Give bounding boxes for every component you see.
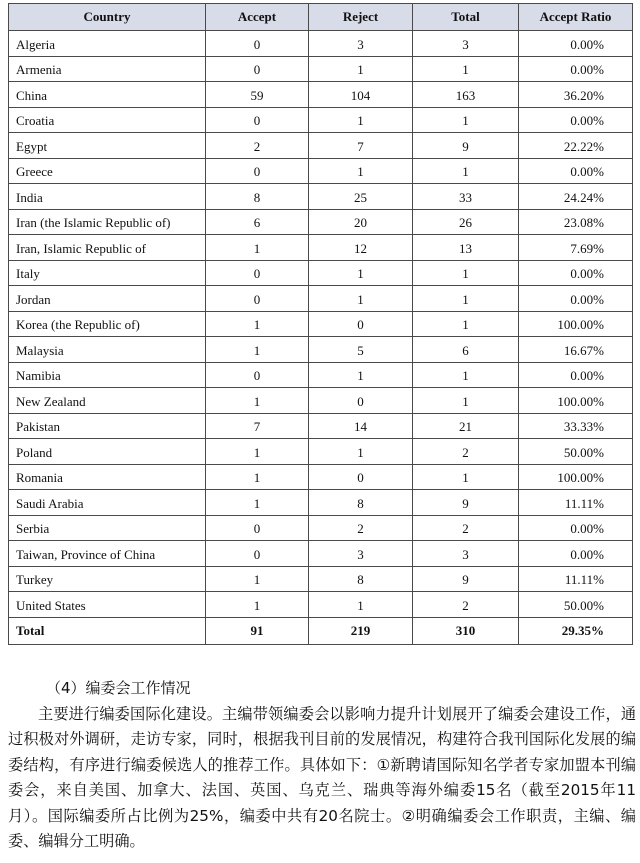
cell-accept: 1: [206, 490, 309, 516]
cell-accept: 0: [206, 158, 309, 184]
cell-country: India: [9, 184, 206, 210]
cell-accept: 0: [206, 56, 309, 82]
cell-accept-ratio: 36.20%: [519, 82, 633, 108]
cell-total: 1: [413, 260, 519, 286]
cell-reject: 3: [309, 541, 413, 567]
cell-country: China: [9, 82, 206, 108]
table-row: [9, 82, 633, 108]
cell-accept-ratio: 23.08%: [519, 209, 633, 235]
cell-total: 1: [413, 362, 519, 388]
cell-total: 2: [413, 439, 519, 465]
cell-country: Korea (the Republic of): [9, 311, 206, 337]
cell-country: Romania: [9, 464, 206, 490]
cell-country: New Zealand: [9, 388, 206, 414]
section-paragraph: 主要进行编委国际化建设。主编带领编委会以影响力提升计划展开了编委会建设工作，通过积极对外调研，走访专家，同时，根据我刊目前的发展情况，构建符合我刊国际化发展的编委结构，有序进行编委候选人的推荐工作。具体如下：①新聘请国际知名学者专家加盟本刊编委会，来自美国、加拿大、法国、英国、乌克兰、瑞典等海外编委15名（截至2015年11月）。国际编委所占比例为25%，编委中共有20名院士。②明确编委会工作职责，主编、编委、编辑分工明确。: [8, 704, 636, 850]
cell-accept: 0: [206, 515, 309, 541]
cell-accept: 0: [206, 260, 309, 286]
cell-accept-ratio: 0.00%: [519, 541, 633, 567]
cell-country: Turkey: [9, 566, 206, 592]
cell-total: 1: [413, 286, 519, 312]
cell-reject: 104: [309, 82, 413, 108]
cell-total: 1: [413, 107, 519, 133]
cell-accept: 7: [206, 413, 309, 439]
cell-reject: 7: [309, 133, 413, 159]
cell-country: Greece: [9, 158, 206, 184]
cell-country: Armenia: [9, 56, 206, 82]
cell-accept: 1: [206, 337, 309, 363]
cell-accept: 0: [206, 541, 309, 567]
cell-total: 1: [413, 56, 519, 82]
cell-total: 1: [413, 158, 519, 184]
cell-accept: 1: [206, 566, 309, 592]
table-row: [9, 311, 633, 337]
cell-total: 1: [413, 464, 519, 490]
cell-reject: 1: [309, 56, 413, 82]
table-row: [9, 209, 633, 235]
table-row: [9, 133, 633, 159]
cell-accept-ratio: 0.00%: [519, 286, 633, 312]
cell-reject: 1: [309, 107, 413, 133]
cell-accept: 1: [206, 464, 309, 490]
cell-accept: 1: [206, 311, 309, 337]
table-row: [9, 286, 633, 312]
total-reject: 219: [309, 617, 413, 644]
cell-total: 26: [413, 209, 519, 235]
section-text: [8, 676, 636, 855]
cell-country: Namibia: [9, 362, 206, 388]
header-country: Country: [9, 4, 206, 31]
cell-accept-ratio: 50.00%: [519, 439, 633, 465]
table-row: [9, 464, 633, 490]
cell-reject: 0: [309, 388, 413, 414]
cell-country: Serbia: [9, 515, 206, 541]
cell-accept: 0: [206, 31, 309, 57]
table-row: [9, 592, 633, 618]
header-accept: Accept: [206, 4, 309, 31]
cell-accept-ratio: 100.00%: [519, 464, 633, 490]
cell-country: Croatia: [9, 107, 206, 133]
total-accept: 91: [206, 617, 309, 644]
cell-accept-ratio: 0.00%: [519, 260, 633, 286]
cell-accept: 1: [206, 235, 309, 261]
cell-country: Poland: [9, 439, 206, 465]
cell-country: Iran (the Islamic Republic of): [9, 209, 206, 235]
cell-accept-ratio: 0.00%: [519, 362, 633, 388]
cell-country: Algeria: [9, 31, 206, 57]
cell-total: 3: [413, 31, 519, 57]
cell-total: 9: [413, 566, 519, 592]
total-label: Total: [9, 617, 206, 644]
cell-total: 6: [413, 337, 519, 363]
cell-reject: 5: [309, 337, 413, 363]
cell-total: 2: [413, 515, 519, 541]
cell-accept: 6: [206, 209, 309, 235]
cell-reject: 3: [309, 31, 413, 57]
cell-accept: 0: [206, 362, 309, 388]
cell-reject: 1: [309, 260, 413, 286]
table-row: [9, 184, 633, 210]
cell-accept: 59: [206, 82, 309, 108]
cell-total: 163: [413, 82, 519, 108]
table-row: [9, 337, 633, 363]
cell-country: United States: [9, 592, 206, 618]
cell-accept: 1: [206, 592, 309, 618]
cell-accept-ratio: 0.00%: [519, 515, 633, 541]
table-row: [9, 413, 633, 439]
cell-country: Saudi Arabia: [9, 490, 206, 516]
table-header-row: [9, 4, 633, 31]
cell-total: 9: [413, 133, 519, 159]
table-total-row: [9, 617, 633, 644]
cell-accept-ratio: 33.33%: [519, 413, 633, 439]
table-row: [9, 566, 633, 592]
total-ratio: 29.35%: [519, 617, 633, 644]
header-accept-ratio: Accept Ratio: [519, 4, 633, 31]
table-row: [9, 515, 633, 541]
cell-country: Malaysia: [9, 337, 206, 363]
cell-accept: 1: [206, 388, 309, 414]
cell-accept-ratio: 0.00%: [519, 31, 633, 57]
cell-reject: 1: [309, 439, 413, 465]
table-row: [9, 235, 633, 261]
cell-accept-ratio: 11.11%: [519, 490, 633, 516]
cell-country: Italy: [9, 260, 206, 286]
table-row: [9, 439, 633, 465]
cell-total: 1: [413, 388, 519, 414]
cell-country: Pakistan: [9, 413, 206, 439]
cell-total: 2: [413, 592, 519, 618]
table-row: [9, 541, 633, 567]
cell-accept: 2: [206, 133, 309, 159]
cell-accept: 8: [206, 184, 309, 210]
cell-country: Jordan: [9, 286, 206, 312]
cell-accept-ratio: 0.00%: [519, 107, 633, 133]
total-total: 310: [413, 617, 519, 644]
cell-accept-ratio: 22.22%: [519, 133, 633, 159]
cell-accept-ratio: 24.24%: [519, 184, 633, 210]
table-row: [9, 158, 633, 184]
cell-reject: 25: [309, 184, 413, 210]
table-row: [9, 490, 633, 516]
cell-country: Egypt: [9, 133, 206, 159]
cell-reject: 20: [309, 209, 413, 235]
table-row: [9, 56, 633, 82]
cell-reject: 1: [309, 362, 413, 388]
table-row: [9, 31, 633, 57]
cell-total: 13: [413, 235, 519, 261]
cell-total: 1: [413, 311, 519, 337]
header-total: Total: [413, 4, 519, 31]
cell-reject: 0: [309, 311, 413, 337]
header-reject: Reject: [309, 4, 413, 31]
table-body: [9, 31, 633, 618]
cell-reject: 12: [309, 235, 413, 261]
cell-reject: 14: [309, 413, 413, 439]
cell-accept-ratio: 0.00%: [519, 56, 633, 82]
table-row: [9, 388, 633, 414]
cell-country: Iran, Islamic Republic of: [9, 235, 206, 261]
cell-accept-ratio: 16.67%: [519, 337, 633, 363]
cell-accept: 0: [206, 107, 309, 133]
cell-accept-ratio: 100.00%: [519, 388, 633, 414]
cell-reject: 1: [309, 158, 413, 184]
cell-total: 3: [413, 541, 519, 567]
acceptance-table: [8, 3, 633, 645]
cell-reject: 1: [309, 592, 413, 618]
table-row: [9, 362, 633, 388]
cell-accept-ratio: 7.69%: [519, 235, 633, 261]
table-row: [9, 260, 633, 286]
section-heading: （4）编委会工作情况: [46, 679, 191, 697]
cell-reject: 8: [309, 566, 413, 592]
cell-accept-ratio: 100.00%: [519, 311, 633, 337]
cell-reject: 2: [309, 515, 413, 541]
cell-accept: 0: [206, 286, 309, 312]
cell-total: 33: [413, 184, 519, 210]
cell-accept: 1: [206, 439, 309, 465]
table-row: [9, 107, 633, 133]
cell-reject: 1: [309, 286, 413, 312]
cell-total: 9: [413, 490, 519, 516]
cell-accept-ratio: 0.00%: [519, 158, 633, 184]
cell-reject: 8: [309, 490, 413, 516]
cell-reject: 0: [309, 464, 413, 490]
cell-accept-ratio: 50.00%: [519, 592, 633, 618]
cell-accept-ratio: 11.11%: [519, 566, 633, 592]
cell-total: 21: [413, 413, 519, 439]
cell-country: Taiwan, Province of China: [9, 541, 206, 567]
